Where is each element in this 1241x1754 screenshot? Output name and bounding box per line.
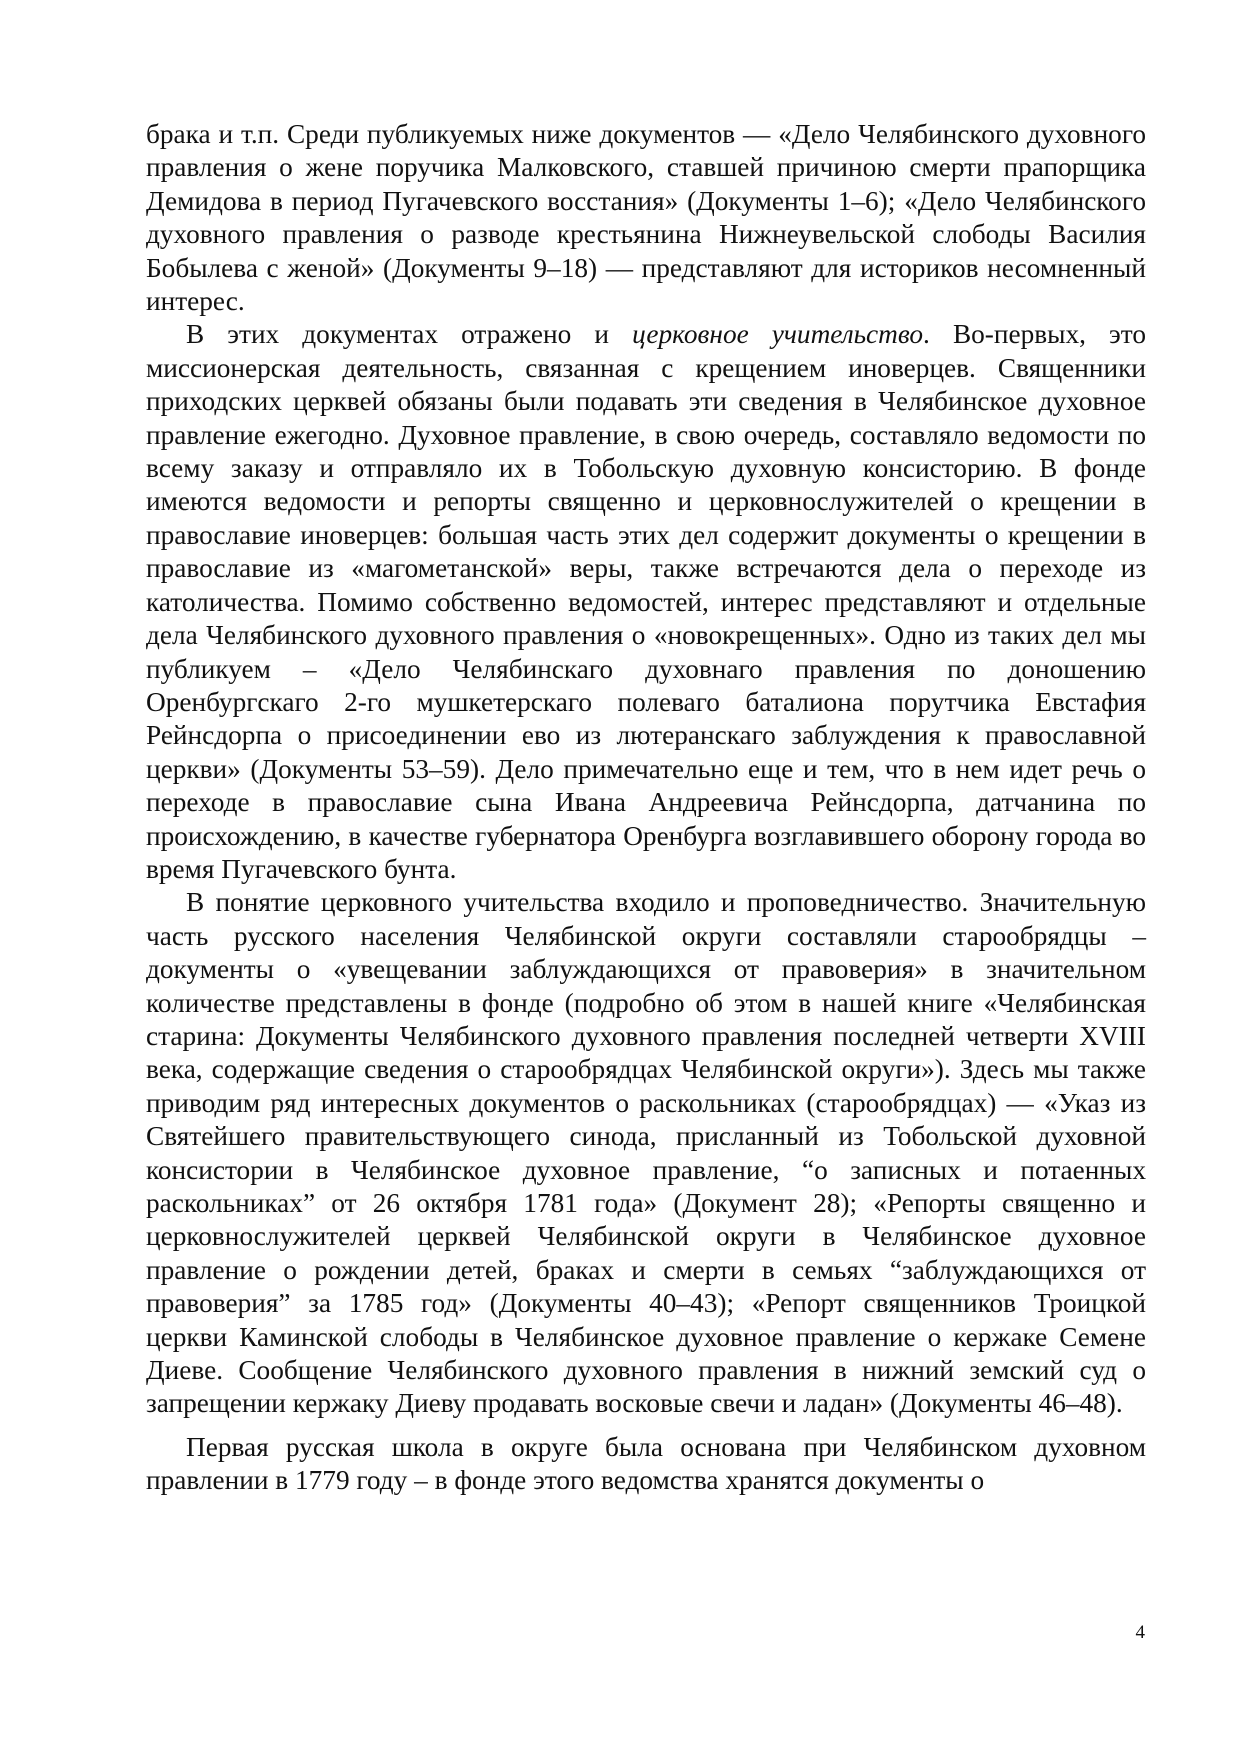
paragraph-4-text: Первая русская школа в округе была основана при Челябинском духовном правлении в 1779 году – в фонде этого ведомства хранятся документы о [146, 1431, 1146, 1496]
paragraph-3 [146, 886, 1146, 1421]
paragraph-2-text-a: В этих документах отражено и [186, 319, 633, 350]
page-body [146, 118, 1146, 1498]
paragraph-2-italic-term: церковное учительство [632, 319, 924, 350]
paragraph-3-text: В понятие церковного учительства входило и проповедничество. Значительную часть русского населения Челябинской округи составляли старообрядцы – документы о «увещевании заблуждающихся от правоверия» в значительном количестве представлены в фонде (подробно об этом в нашей книге «Челябинская старина: Документы Челябинского духовного правления последней четверти XVIII века, содержащие сведения о старообрядцах Челябинской округи»). Здесь мы также приводим ряд интересных документов о раскольниках (старообрядцах) — «Указ из Святейшего правительствующего синода, присланный из Тобольской духовной консистории в Челябинское духовное правление, “о записных и потаенных раскольниках” от 26 октября 1781 года» (Документ 28); «Репорты священно и церковнослужителей церквей Челябинской округи в Челябинское духовное правление о рождении детей, браках и смерти в семьях “заблуждающихся от правоверия” за 1785 год» (Документы 40–43); «Репорт священников Троицкой церкви Каминской слободы в Челябинское духовное правление о кержаке Семене Диеве. Сообщение Челябинского духовного правления в нижний земский суд о запрещении кержаку Диеву продавать восковые свечи и ладан» (Документы 46–48). [146, 887, 1146, 1419]
paragraph-2-text-b: . Во-первых, это миссионерская деятельность, связанная с крещением иноверцев. Священники приходских церквей обязаны были подавать эти сведения в Челябинское духовное правление ежегодно. Духовное правление, в свою очередь, составляло ведомости по всему заказу и отправляло их в Тобольскую духовную консисторию. В фонде имеются ведомости и репорты священно и церковнослужителей о крещении в православие иноверцев: большая часть этих дел содержит документы о крещении в православие из «магометанской» веры, также встречаются дела о переходе из католичества. Помимо собственно ведомостей, интерес представляют и отдельные дела Челябинского духовного правления о «новокрещенных». Одно из таких дел мы публикуем – «Дело Челябинскаго духовнаго правления по доношению Оренбургскаго 2-го мушкетерскаго полеваго баталиона порутчика Евстафия Рейнсдорпа о присоединении ево из лютеранскаго заблуждения к православной церкви» (Документы 53–59). Дело примечательно еще и тем, что в нем идет речь о переходе в православие сына Ивана Андреевича Рейнсдорпа, датчанина по происхождению, в качестве губернатора Оренбурга возглавившего оборону города во время Пугачевского бунта. [146, 319, 1146, 884]
paragraph-1 [146, 118, 1146, 318]
paragraph-4 [146, 1431, 1146, 1498]
page-number: 4 [1135, 1622, 1145, 1643]
paragraph-2 [146, 318, 1146, 886]
paragraph-1-text: брака и т.п. Среди публикуемых ниже документов — «Дело Челябинского духовного правления о жене поручика Малковского, ставшей причиною смерти прапорщика Демидова в период Пугачевского восстания» (Документы 1–6); «Дело Челябинского духовного правления о разводе крестьянина Нижнеувельской слободы Василия Бобылева с женой» (Документы 9–18) — представляют для историков несомненный интерес. [146, 119, 1146, 317]
